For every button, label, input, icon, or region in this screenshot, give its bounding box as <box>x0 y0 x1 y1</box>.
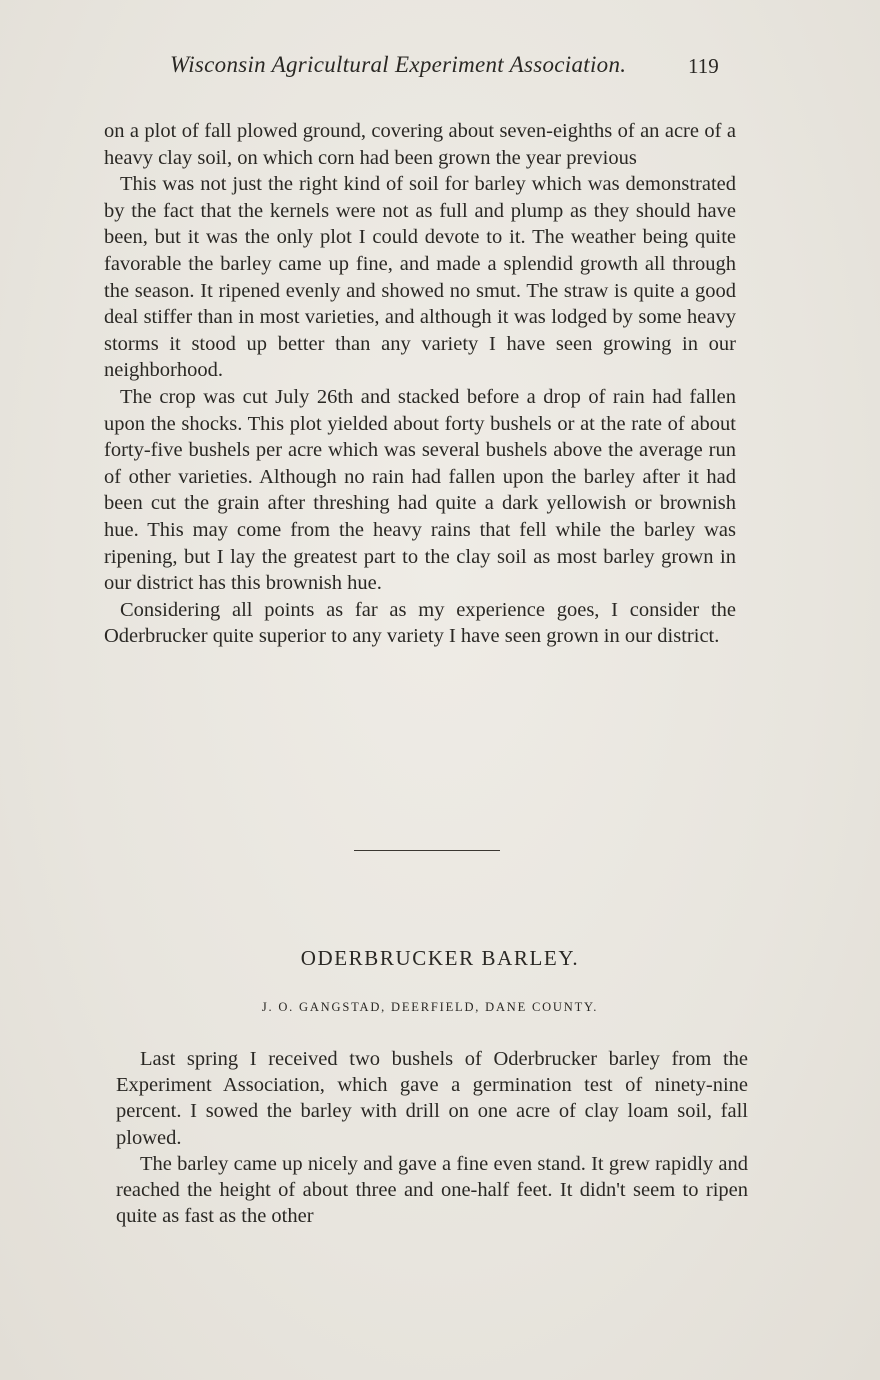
continued-report-text <box>104 118 736 650</box>
article-text <box>116 1046 748 1229</box>
running-head-title: Wisconsin Agricultural Experiment Association. <box>170 52 627 77</box>
paragraph-conclusion: Considering all points as far as my experience goes, I consider the Oderbrucker quite superior to any variety I have seen grown in our district. <box>104 598 736 648</box>
paragraph-received: Last spring I received two bushels of Oderbrucker barley from the Experiment Association, which gave a germination test of ninety-nine percent. I sowed the barley with drill on one acre of clay loam soil, fall plowed. <box>116 1048 748 1149</box>
paragraph-growth: The barley came up nicely and gave a fine even stand. It grew rapidly and reached the height of about three and one-half feet. It didn't seem to ripen quite as fast as the other <box>116 1152 748 1228</box>
paragraph-crop: The crop was cut July 26th and stacked before a drop of rain had fallen upon the shocks. This plot yielded about forty bushels or at the rate of about forty-five bushels per acre which was several bushels above the average run of other varieties. Although no rain had fallen upon the barley after it had been cut the grain after threshing had quite a dark yellowish or brownish hue. This may come from the heavy rains that fell while the barley was ripening, but I lay the greatest part to the clay soil as most barley grown in our district has this brownish hue. <box>104 385 736 595</box>
section-divider <box>354 850 500 851</box>
paragraph-soil: This was not just the right kind of soil for barley which was demonstrated by the fact that the kernels were not as full and plump as they should have been, but it was the only plot I could devote to it. The weather being quite favorable the barley came up fine, and made a splendid growth all through the season. It ripened evenly and showed no smut. The straw is quite a good deal stiffer than in most varieties, and although it was lodged by some heavy storms it stood up better than any variety I have seen growing in our neighborhood. <box>104 173 736 382</box>
paragraph-continuation: on a plot of fall plowed ground, covering about seven-eighths of an acre of a heavy clay soil, on which corn had been grown the year previous <box>104 120 736 169</box>
article-byline: J. O. GANGSTAD, DEERFIELD, DANE COUNTY. <box>261 1000 599 1014</box>
article-title: ODERBRUCKER BARLEY. <box>300 946 580 970</box>
page-number: 119 <box>688 54 719 78</box>
